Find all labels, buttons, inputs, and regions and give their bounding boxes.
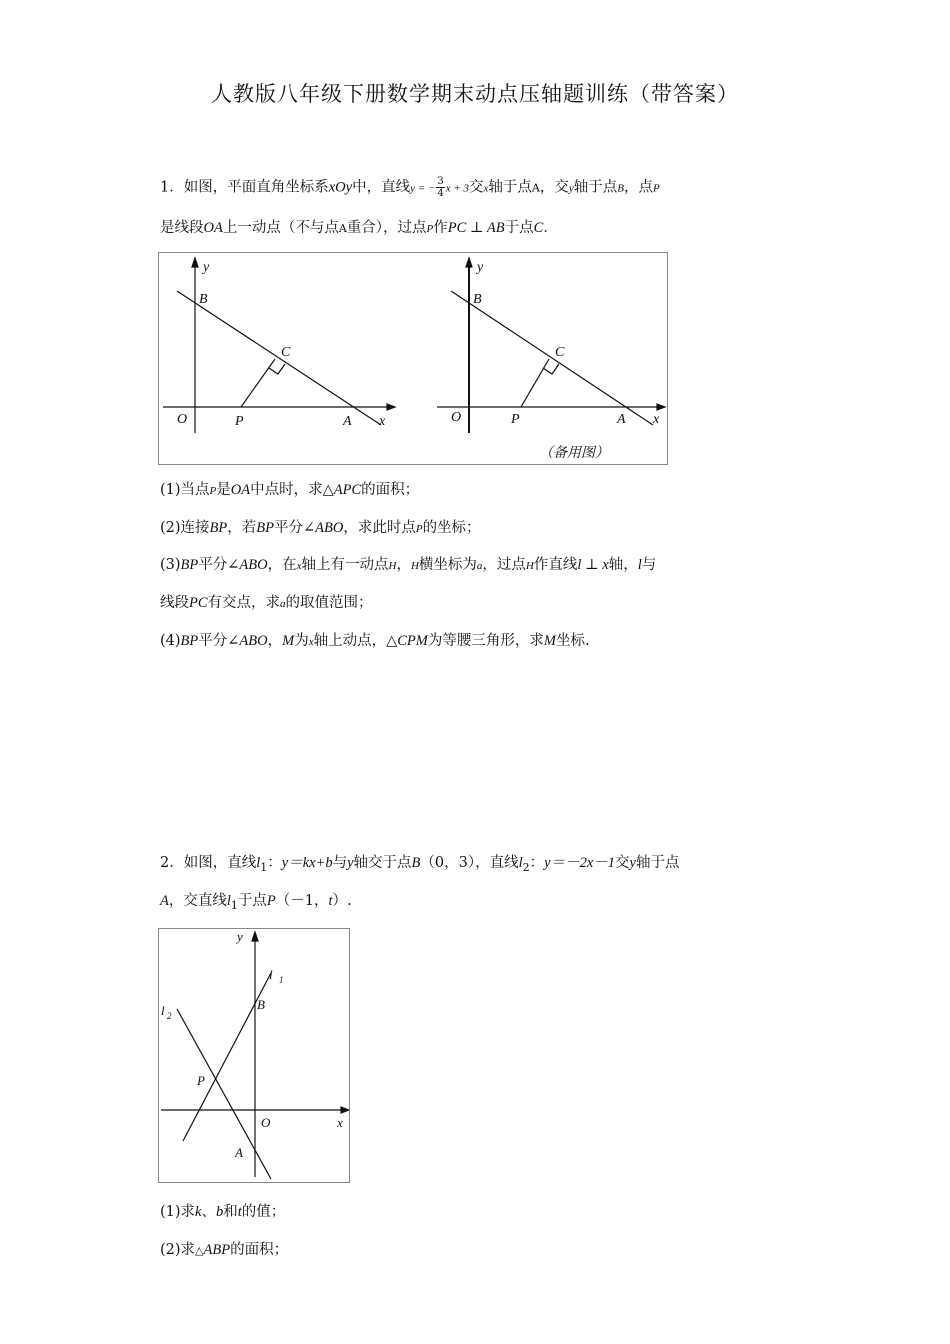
q1-text: ， <box>396 557 411 573</box>
q2-text: （0，3），直线 <box>420 855 519 871</box>
q1-text: 交 <box>469 179 484 196</box>
q2-text: 交 <box>615 855 630 871</box>
q2-l2: l <box>518 855 523 871</box>
q2-y: y <box>347 855 354 871</box>
q1-B: B <box>617 182 624 195</box>
q1-M: M <box>543 633 556 649</box>
label-P: P <box>235 414 244 429</box>
q1-a: a <box>476 560 483 572</box>
q2-text: 的面积； <box>230 1242 289 1258</box>
q1-P: P <box>415 523 423 535</box>
label-l1-sub: 1 <box>279 975 284 985</box>
q1-text: (3) <box>160 557 181 573</box>
q2-sub1 <box>160 1202 800 1222</box>
spare-segment-PC <box>521 359 549 407</box>
q1-text: 为等腰三角形，求 <box>427 633 544 649</box>
q1-H: H <box>388 560 397 572</box>
q1-C: C <box>533 220 544 236</box>
q2-line-2 <box>160 891 800 916</box>
q2-t: t <box>328 893 333 909</box>
q1-PC: PC <box>189 595 208 611</box>
q1-text: ，在 <box>267 557 297 573</box>
q1-text: (1)当点 <box>160 482 210 498</box>
y-arrow-icon <box>192 258 198 267</box>
q1-figure <box>158 252 668 465</box>
label-A: A <box>235 1145 243 1160</box>
q1-figure-svg <box>159 253 667 464</box>
right-angle-mark <box>269 364 285 374</box>
q1-xoy: xOy <box>328 179 353 196</box>
q1-H: H <box>525 560 534 572</box>
q1-text: 作直线 <box>533 557 578 573</box>
q1-sub3 <box>160 555 800 576</box>
q2-text: ）. <box>332 893 352 909</box>
q1-x: x <box>296 560 302 572</box>
label-P: P <box>197 1073 205 1088</box>
q2-y: y <box>629 855 636 871</box>
q1-text: 的面积； <box>361 482 420 498</box>
label-C: C <box>281 345 291 360</box>
q2-text: 如图，直线 <box>183 855 257 871</box>
spare-line-AB <box>451 291 653 425</box>
q1-text: ，若 <box>227 520 257 536</box>
q1-text: 的取值范围； <box>285 595 373 611</box>
q2-triangle: △ <box>195 1244 204 1257</box>
q1-text: 横坐标为 <box>418 557 477 573</box>
q1-sub3-line2 <box>160 593 800 614</box>
q2-P: P <box>266 893 276 909</box>
q1-sub2 <box>160 518 800 539</box>
q2-text: 轴于点 <box>635 855 680 871</box>
q2-text: (1)求 <box>160 1204 196 1220</box>
q2-text: 于点 <box>237 893 267 909</box>
q1-text: 坐标. <box>555 633 590 649</box>
q2-l1-sub: 1 <box>260 860 268 874</box>
label-l2-sub: 2 <box>167 1011 172 1021</box>
q2-k: k <box>195 1204 202 1220</box>
q1-P: P <box>426 223 434 235</box>
line-AB <box>177 291 381 425</box>
q1-PC-perp-AB: PC ⊥ AB <box>447 220 505 236</box>
spare-label-O: O <box>451 410 462 425</box>
label-l2: l <box>161 1003 165 1018</box>
q1-BP: BP <box>180 633 199 649</box>
q1-text: 平分 <box>198 557 228 573</box>
q1-fraction-num: 3 <box>437 176 444 187</box>
spare-label-C: C <box>555 345 565 360</box>
q2-eq2: y＝－2x－1 <box>544 855 616 871</box>
page-title: 人教版八年级下册数学期末动点压轴题训练（带答案） <box>211 82 739 106</box>
q2-text: ： <box>529 855 545 871</box>
q1-A: A <box>338 222 347 235</box>
q1-line-2 <box>160 218 800 239</box>
label-y: y <box>203 260 210 275</box>
q2-figure-svg <box>159 929 349 1182</box>
q2-A: A <box>160 893 169 909</box>
q2-number: 2． <box>160 855 184 871</box>
label-x: x <box>379 414 386 429</box>
q1-text: 是 <box>216 482 231 498</box>
spare-label-A: A <box>617 412 626 427</box>
q1-l: l <box>637 557 642 573</box>
spare-label-B: B <box>473 292 482 307</box>
q1-text: ，交 <box>539 179 569 196</box>
q1-fraction-den: 4 <box>437 188 444 199</box>
q2-text: （－1， <box>275 893 329 909</box>
q2-text: 与 <box>332 855 348 871</box>
label-x: x <box>337 1115 343 1130</box>
line-l2 <box>177 1009 271 1179</box>
q2-text: 的值； <box>241 1204 286 1220</box>
q1-BP: BP <box>256 520 274 536</box>
q1-text: (4) <box>160 633 181 649</box>
q1-text: ，点 <box>623 179 653 196</box>
q2-t: t <box>237 1204 242 1220</box>
q1-text: 如图，平面直角坐标系 <box>183 179 329 196</box>
q1-text: 的坐标； <box>422 520 481 536</box>
q1-l-perp-x: l ⊥ x <box>577 557 609 573</box>
q1-BP: BP <box>180 557 199 573</box>
q1-y: y <box>568 182 574 195</box>
q2-text: (2)求 <box>160 1242 196 1258</box>
q1-angle: ∠ABO <box>302 520 344 536</box>
label-B: B <box>257 997 265 1012</box>
q1-P: P <box>209 485 217 497</box>
spare-label-x: x <box>653 412 660 427</box>
q1-x: x <box>483 182 489 195</box>
q1-text: ，过点 <box>482 557 526 573</box>
spare-label-P: P <box>511 412 520 427</box>
q1-text: ，求此时点 <box>343 520 416 536</box>
spare-y-arrow-icon <box>466 258 472 267</box>
q1-APC: APC <box>333 482 362 498</box>
q1-eq-rhs: x + 3 <box>445 182 469 195</box>
q1-text: ， <box>267 633 283 649</box>
q1-fraction <box>436 176 444 199</box>
q1-M: M <box>282 633 295 649</box>
q2-line-1 <box>160 853 800 878</box>
q2-B: B <box>411 855 421 871</box>
q1-text: 轴， <box>608 557 638 573</box>
q2-text: 、 <box>201 1204 216 1220</box>
q2-l1-sub: 1 <box>230 898 238 912</box>
q1-text: 轴上动点， <box>313 633 387 649</box>
q1-number: 1． <box>160 179 184 196</box>
q1-text: 中点时，求△ <box>250 482 334 498</box>
q1-A: A <box>531 181 540 195</box>
q1-OA: OA <box>230 482 251 498</box>
label-l1: l <box>269 967 273 982</box>
q1-sub4 <box>160 631 800 652</box>
q1-text: 线段 <box>160 595 189 611</box>
q1-text: 与 <box>641 557 657 573</box>
q1-text: ． <box>543 220 558 236</box>
spare-caption: （备用图） <box>539 446 609 461</box>
q2-b: b <box>215 1204 224 1220</box>
label-A: A <box>343 414 352 429</box>
segment-PC <box>241 359 275 407</box>
q2-text: ，交直线 <box>168 893 227 909</box>
q2-text: 和 <box>223 1204 238 1220</box>
q1-CPM: △CPM <box>386 633 428 649</box>
spare-x-arrow-icon <box>657 404 665 410</box>
q2-l2-sub: 2 <box>522 860 530 874</box>
q1-text: 轴于点 <box>488 179 532 196</box>
q2-text: ： <box>267 855 282 871</box>
q1-sub1 <box>160 480 800 501</box>
q1-text: (2)连接 <box>160 520 210 536</box>
q1-text: 作 <box>433 220 448 236</box>
q1-text: 中，直线 <box>352 179 411 196</box>
q1-text: 平分 <box>273 520 303 536</box>
label-O: O <box>261 1115 271 1130</box>
q1-text: 上一动点（不与点 <box>222 220 339 236</box>
q2-sub2 <box>160 1240 800 1261</box>
q2-eq1: y＝kx+b <box>281 855 333 871</box>
label-B: B <box>199 292 208 307</box>
q2-l1: l <box>226 893 231 909</box>
q1-line-1 <box>160 176 800 199</box>
q1-text: 轴于点 <box>573 179 618 196</box>
q1-text: 为 <box>294 633 309 649</box>
q1-text: 轴上有一动点 <box>301 557 389 573</box>
q2-figure <box>158 928 350 1183</box>
q1-angle: ∠ABO <box>227 633 268 649</box>
x-arrow-icon <box>341 1107 349 1113</box>
q1-a: a <box>280 598 286 610</box>
label-O: O <box>177 412 188 427</box>
q2-text: 轴交于点 <box>353 855 412 871</box>
q1-BP: BP <box>209 520 228 536</box>
q1-P: P <box>652 182 660 195</box>
q1-H: H <box>410 560 419 572</box>
q1-OA: OA <box>203 220 223 236</box>
q1-text: 重合），过点 <box>346 220 427 236</box>
q2-ABP: ABP <box>203 1242 231 1258</box>
q1-eq-lhs: y = − <box>410 182 436 195</box>
q1-text: 有交点，求 <box>207 595 281 611</box>
label-y: y <box>237 929 243 944</box>
spare-label-y: y <box>477 260 484 275</box>
q1-angle: ∠ABO <box>227 557 268 573</box>
q2-l1: l <box>256 855 261 871</box>
q1-text: 平分 <box>198 633 228 649</box>
y-arrow-icon <box>252 932 258 941</box>
x-arrow-icon <box>387 404 395 410</box>
q1-text: 是线段 <box>160 220 204 236</box>
q1-text: 于点 <box>504 220 534 236</box>
q1-x: x <box>308 636 314 648</box>
